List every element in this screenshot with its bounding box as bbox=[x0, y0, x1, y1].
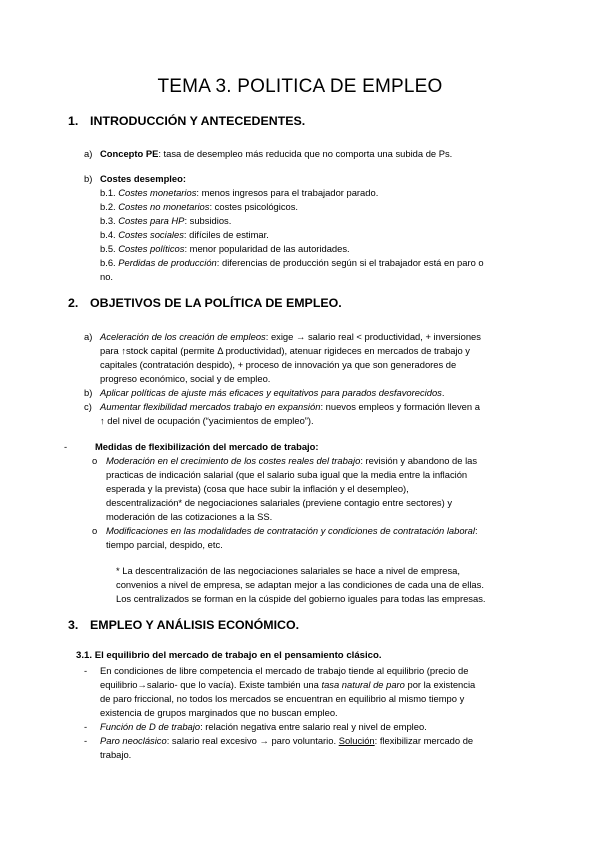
measure-line: descentralización* de negociaciones salariales (previene contagio entre sectores) y bbox=[106, 497, 453, 508]
item-term: Aplicar políticas de ajuste más eficaces y equitativos para parados desfavorecidos bbox=[100, 387, 442, 398]
s1-subitem-continuation: no. bbox=[100, 271, 114, 282]
dash-marker: - bbox=[84, 735, 88, 746]
item-label: a) bbox=[84, 148, 93, 159]
paragraph-term: tasa natural de paro bbox=[321, 679, 405, 690]
measure-line: tiempo parcial, despido, etc. bbox=[106, 539, 223, 550]
measure-term: Modificaciones en las modalidades de contratación y condiciones de contratación laboral bbox=[106, 525, 475, 536]
section-number: 3. bbox=[68, 618, 79, 632]
item-text: : nuevos empleos y formación lleven a bbox=[320, 401, 480, 412]
subitem-text: : diferencias de producción según si el trabajador está en paro o bbox=[216, 257, 484, 268]
section-title: OBJETIVOS DE LA POLÍTICA DE EMPLEO. bbox=[90, 296, 342, 310]
item-term: Concepto PE bbox=[100, 148, 159, 159]
measure-item bbox=[92, 524, 478, 538]
s1-subitem bbox=[100, 242, 350, 256]
item-text: : exige → salario real < productividad, + inversiones bbox=[265, 331, 481, 342]
measure-text: : bbox=[474, 525, 478, 536]
s2-item-b bbox=[84, 386, 444, 400]
section-2-heading bbox=[68, 296, 342, 310]
subitem-text: : menor popularidad de las autoridades. bbox=[184, 243, 350, 254]
subitem-text: : subsidios. bbox=[184, 215, 232, 226]
paragraph-text: : salario real excesivo → paro voluntario. bbox=[166, 735, 339, 746]
measure-line: esperada y la prevista) (cosa que hace subir la inflación y el desempleo), bbox=[106, 483, 409, 494]
item-term: Aumentar flexibilidad mercados trabajo en expansión bbox=[100, 401, 321, 412]
dash-marker: - bbox=[64, 441, 68, 452]
section-number: 1. bbox=[68, 114, 79, 128]
subitem-number: b.6. bbox=[100, 257, 116, 268]
s1-subitem bbox=[100, 214, 231, 228]
note-line: convenios a nivel de empresa, se adaptan mejor a las condiciones de cada una de ellas. bbox=[116, 579, 484, 590]
measures-title: Medidas de flexibilización del mercado de trabajo: bbox=[95, 441, 319, 452]
subitem-term: Costes no monetarios bbox=[118, 201, 210, 212]
paragraph-line: de paro friccional, no todos los mercados se encuentran en equilibrio al mismo tiempo y bbox=[100, 693, 465, 704]
bullet-marker: o bbox=[92, 525, 98, 536]
subitem-number: b.1. bbox=[100, 187, 116, 198]
section-3-heading bbox=[68, 618, 299, 632]
item-term: Aceleración de los creación de empleos bbox=[100, 331, 266, 342]
subsection-title: El equilibrio del mercado de trabajo en el pensamiento clásico. bbox=[94, 650, 382, 661]
measure-term: Moderación en el crecimiento de los costes reales del trabajo bbox=[106, 455, 361, 466]
s2-item-a-line: para ↑stock capital (permite Δ productividad), atenuar rigideces en mercados de trabajo y bbox=[100, 345, 470, 356]
s2-item-a-line: capitales (contratación despido), + proceso de innovación ya que son generadores de bbox=[100, 359, 457, 370]
paragraph-term: Función de D de trabajo bbox=[100, 721, 201, 732]
subitem-term: Perdidas de producción bbox=[118, 257, 217, 268]
s1-item-b bbox=[84, 172, 186, 186]
subsection-number: 3.1. bbox=[76, 650, 93, 661]
subitem-term: Costes para HP bbox=[118, 215, 185, 226]
measure-line: moderación de las cotizaciones a la SS. bbox=[106, 511, 273, 522]
measure-item bbox=[92, 454, 477, 468]
page-title: TEMA 3. POLITICA DE EMPLEO bbox=[157, 76, 443, 97]
s1-item-a bbox=[84, 147, 452, 161]
s2-item-a bbox=[84, 330, 481, 344]
paragraph-text: : flexibilizar mercado de bbox=[374, 735, 474, 746]
s2-item-c-line: ↑ del nivel de ocupación (“yacimientos de empleo”). bbox=[100, 415, 314, 426]
item-term: Costes desempleo: bbox=[100, 173, 186, 184]
subitem-term: Costes sociales bbox=[118, 229, 184, 240]
subitem-number: b.3. bbox=[100, 215, 116, 226]
note-line: * La descentralización de las negociaciones salariales se hace a nivel de empresa, bbox=[116, 565, 460, 576]
s1-subitem bbox=[100, 200, 298, 214]
bullet-marker: o bbox=[92, 455, 98, 466]
dash-marker: - bbox=[84, 721, 88, 732]
measure-text: : revisión y abandono de las bbox=[360, 455, 478, 466]
s2-item-a-line: progreso económico, social y de empleo. bbox=[100, 373, 271, 384]
item-label: c) bbox=[84, 401, 92, 412]
item-text: : tasa de desempleo más reducida que no comporta una subida de Ps. bbox=[158, 148, 453, 159]
note-line: Los centralizados se forman en la cúspide del gobierno iguales para todas las empresas. bbox=[116, 593, 486, 604]
section-title: EMPLEO Y ANÁLISIS ECONÓMICO. bbox=[90, 618, 300, 632]
item-label: b) bbox=[84, 173, 93, 184]
paragraph-term: Paro neoclásico bbox=[100, 735, 167, 746]
item-text: . bbox=[441, 387, 445, 398]
dash-marker: - bbox=[84, 665, 88, 676]
paragraph-line: equilibrio→salario- que lo vacía). Existe también una bbox=[100, 679, 319, 690]
s1-subitem bbox=[100, 228, 269, 242]
paragraph-line: existencia de grupos marginados que no buscan empleo. bbox=[100, 707, 338, 718]
paragraph-text: : relación negativa entre salario real y nivel de empleo. bbox=[200, 721, 427, 732]
subitem-text: : menos ingresos para el trabajador parado. bbox=[196, 187, 379, 198]
section-title: INTRODUCCIÓN Y ANTECEDENTES. bbox=[90, 114, 306, 128]
s2-item-c bbox=[84, 400, 480, 414]
s3-paragraph-1-line bbox=[100, 678, 475, 692]
subitem-term: Costes monetarios bbox=[118, 187, 197, 198]
item-label: a) bbox=[84, 331, 93, 342]
subitem-text: : costes psicológicos. bbox=[209, 201, 299, 212]
s3-paragraph-1 bbox=[84, 664, 468, 678]
measure-line: practicas de indicación salarial (que el salario suba igual que la media entre la inflación bbox=[106, 469, 468, 480]
measures-heading bbox=[64, 440, 319, 454]
paragraph-text: por la existencia bbox=[404, 679, 476, 690]
s1-subitem bbox=[100, 186, 378, 200]
subitem-number: b.4. bbox=[100, 229, 116, 240]
subitem-term: Costes políticos bbox=[118, 243, 185, 254]
section-1-heading bbox=[68, 114, 305, 128]
s3-paragraph-2 bbox=[84, 720, 427, 734]
item-label: b) bbox=[84, 387, 93, 398]
solution-label: Solución bbox=[338, 735, 375, 746]
s3-paragraph-3 bbox=[84, 734, 473, 748]
subsection-heading bbox=[76, 650, 382, 661]
section-number: 2. bbox=[68, 296, 79, 310]
s1-subitem bbox=[100, 256, 484, 270]
paragraph-line: trabajo. bbox=[100, 749, 132, 760]
subitem-number: b.2. bbox=[100, 201, 116, 212]
subitem-text: : difíciles de estimar. bbox=[183, 229, 269, 240]
paragraph-line: En condiciones de libre competencia el mercado de trabajo tiende al equilibrio (precio de bbox=[100, 665, 469, 676]
subitem-number: b.5. bbox=[100, 243, 116, 254]
